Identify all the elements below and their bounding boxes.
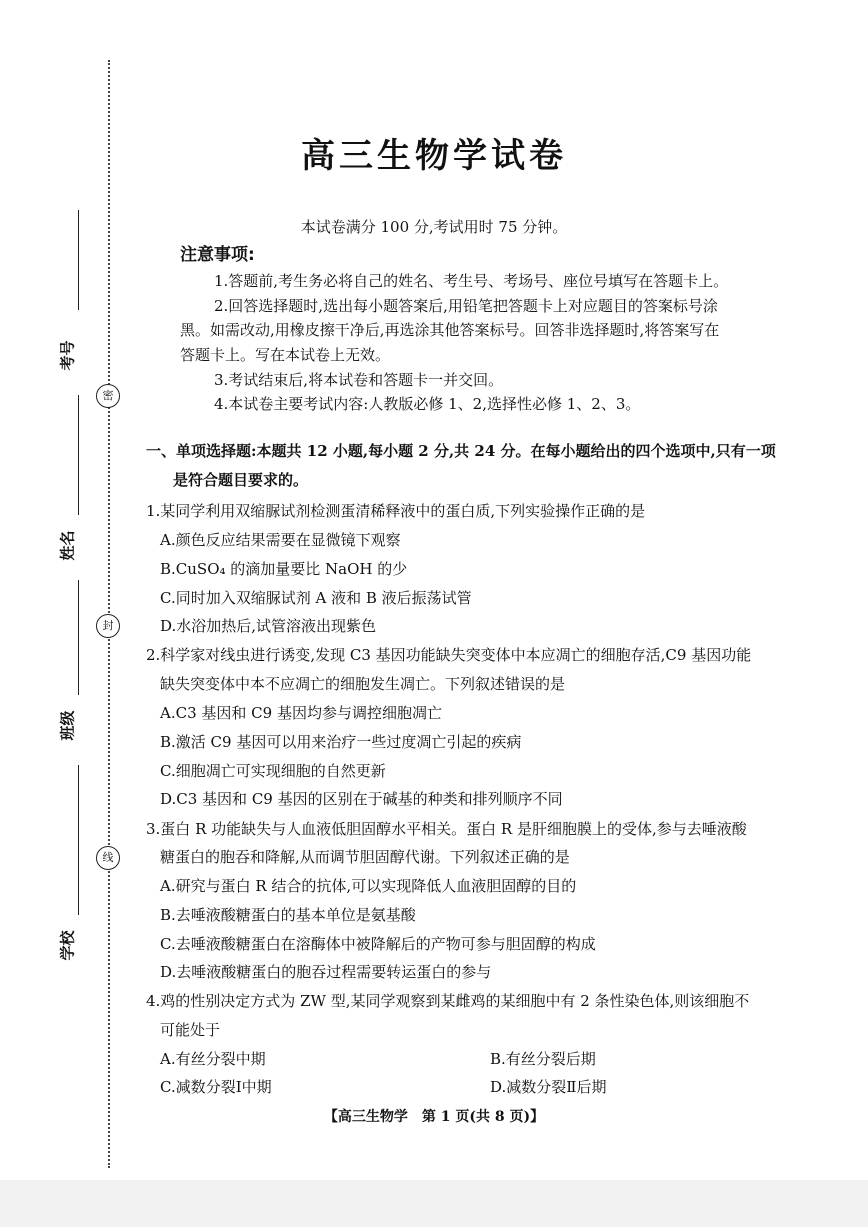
question-4-option-d: D.减数分裂Ⅱ后期	[490, 1078, 607, 1096]
question-2-stem: 2.科学家对线虫进行诱变,发现 C3 基因功能缺失突变体中本应凋亡的细胞存活,C9 基因功能	[146, 646, 752, 664]
question-3-stem-cont: 糖蛋白的胞吞和降解,从而调节胆固醇代谢。下列叙述正确的是	[160, 848, 570, 866]
question-3-option-c: C.去唾液酸糖蛋白在溶酶体中被降解后的产物可参与胆固醇的构成	[160, 935, 596, 953]
section-heading-cont: 是符合题目要求的。	[173, 471, 309, 489]
question-3-option-a: A.研究与蛋白 R 结合的抗体,可以实现降低人血液胆固醇的目的	[160, 877, 577, 895]
question-2-option-c: C.细胞凋亡可实现细胞的自然更新	[160, 762, 386, 780]
notice-heading: 注意事项:	[180, 245, 255, 265]
exam-info: 本试卷满分 100 分,考试用时 75 分钟。	[300, 218, 568, 236]
school-line	[78, 765, 79, 915]
seal-mark-mi: 密	[96, 384, 120, 408]
seal-mark-xian: 线	[96, 846, 120, 870]
question-1-option-d: D.水浴加热后,试管溶液出现紫色	[160, 617, 377, 635]
question-2-option-b: B.激活 C9 基因可以用来治疗一些过度凋亡引起的疾病	[160, 733, 522, 751]
question-1-option-a: A.颜色反应结果需要在显微镜下观察	[160, 531, 401, 549]
question-4-stem-cont: 可能处于	[160, 1021, 221, 1039]
page-footer: 【高三生物学 第 1 页(共 8 页)】	[323, 1109, 545, 1125]
section-heading: 一、单项选择题:本题共 12 小题,每小题 2 分,共 24 分。在每小题给出的四个选项中,只有一项	[146, 442, 776, 460]
class-line	[78, 580, 79, 695]
question-2-option-a: A.C3 基因和 C9 基因均参与调控细胞凋亡	[160, 704, 442, 722]
notice-line: 1.答题前,考生务必将自己的姓名、考生号、考场号、座位号填写在答题卡上。	[214, 272, 729, 290]
question-3-stem: 3.蛋白 R 功能缺失与人血液低胆固醇水平相关。蛋白 R 是肝细胞膜上的受体,参与去唾液酸	[146, 820, 747, 838]
question-2-option-d: D.C3 基因和 C9 基因的区别在于碱基的种类和排列顺序不同	[160, 790, 563, 808]
question-1-option-c: C.同时加入双缩脲试剂 A 液和 B 液后振荡试管	[160, 589, 472, 607]
notice-line: 4.本试卷主要考试内容:人教版必修 1、2,选择性必修 1、2、3。	[214, 395, 641, 413]
notice-line: 黑。如需改动,用橡皮擦干净后,再选涂其他答案标号。回答非选择题时,将答案写在	[180, 321, 720, 339]
question-4-option-c: C.减数分裂Ⅰ中期	[160, 1078, 272, 1096]
question-3-option-b: B.去唾液酸糖蛋白的基本单位是氨基酸	[160, 906, 416, 924]
school-label: 学校	[58, 930, 77, 961]
question-1-stem: 1.某同学利用双缩脲试剂检测蛋清稀释液中的蛋白质,下列实验操作正确的是	[146, 502, 646, 520]
name-label: 姓名	[58, 530, 77, 561]
seal-mark-feng: 封	[96, 614, 120, 638]
notice-line: 2.回答选择题时,选出每小题答案后,用铅笔把答题卡上对应题目的答案标号涂	[214, 297, 718, 315]
question-3-option-d: D.去唾液酸糖蛋白的胞吞过程需要转运蛋白的参与	[160, 963, 492, 981]
class-label: 班级	[58, 710, 77, 741]
notice-line: 3.考试结束后,将本试卷和答题卡一并交回。	[214, 371, 504, 389]
question-4-option-b: B.有丝分裂后期	[490, 1050, 596, 1068]
question-4-stem: 4.鸡的性别决定方式为 ZW 型,某同学观察到某雌鸡的某细胞中有 2 条性染色体,则该细胞不	[146, 992, 750, 1010]
question-1-option-b: B.CuSO₄ 的滴加量要比 NaOH 的少	[160, 560, 408, 578]
bottom-band	[0, 1180, 868, 1227]
question-2-stem-cont: 缺失突变体中本不应凋亡的细胞发生凋亡。下列叙述错误的是	[160, 675, 566, 693]
page-title: 高三生物学试卷	[301, 136, 567, 176]
notice-line: 答题卡上。写在本试卷上无效。	[180, 346, 391, 364]
question-4-option-a: A.有丝分裂中期	[160, 1050, 266, 1068]
name-line	[78, 395, 79, 515]
exam-number-label: 考号	[58, 340, 77, 371]
